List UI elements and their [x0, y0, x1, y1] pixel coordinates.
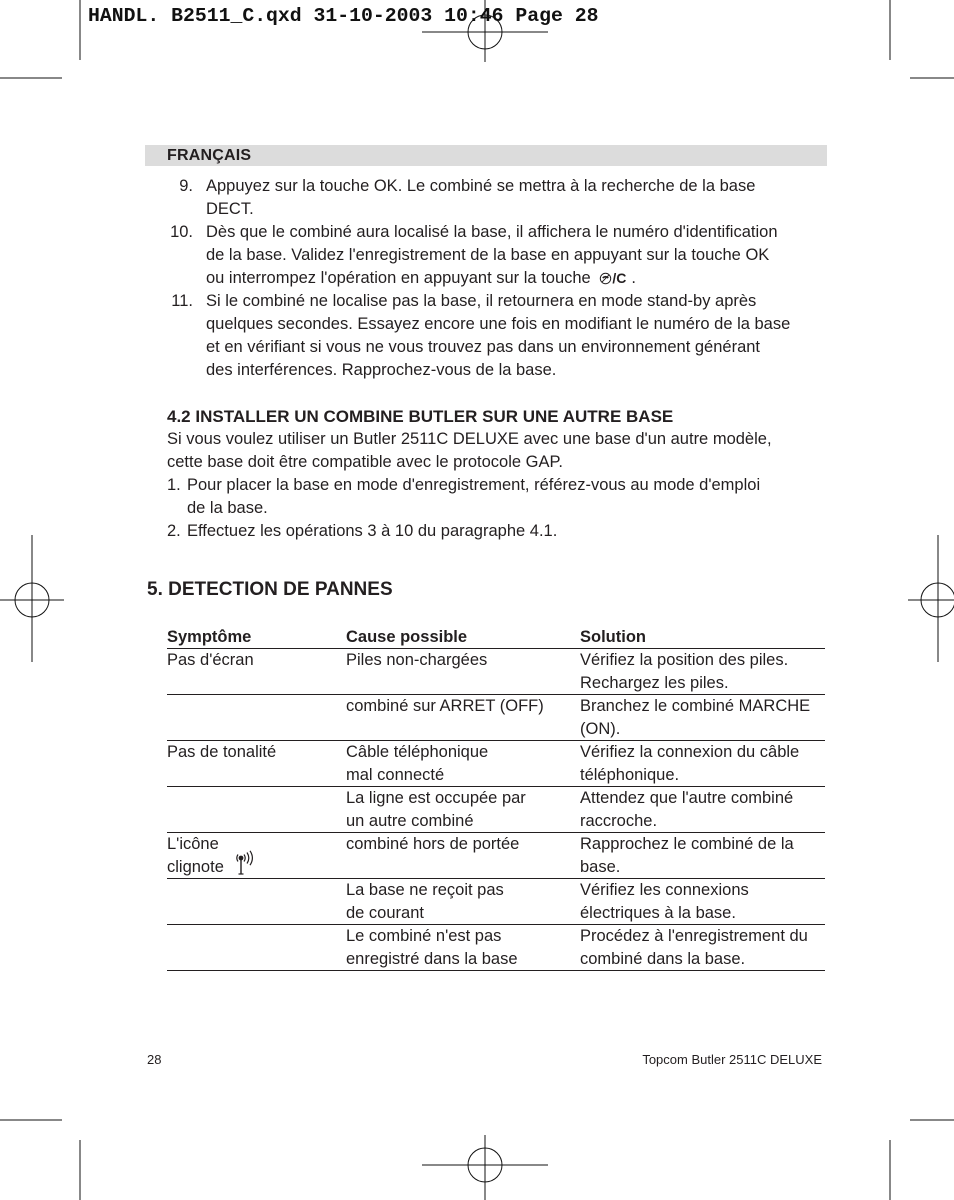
antenna-signal-icon	[234, 850, 256, 876]
step-11	[167, 290, 827, 382]
table-row	[167, 833, 825, 879]
section-4-2	[167, 405, 827, 543]
cell-line: Vérifiez les connexions	[580, 881, 749, 899]
cell-line: combiné dans la base.	[580, 949, 746, 968]
cell-line: Pas de tonalité	[167, 743, 277, 761]
solution-cell	[580, 879, 825, 924]
crop-mark-bottom-right	[890, 1120, 954, 1200]
solution-cell	[580, 695, 825, 740]
item-line: Pour placer la base en mode d'enregistrement, référez-vous au mode d'emploi	[187, 476, 761, 494]
symptom-cell	[167, 879, 346, 924]
crop-mark-bottom-left	[0, 1120, 80, 1200]
step-line: quelques secondes. Essayez encore une fois en modifiant le numéro de la base	[206, 315, 791, 333]
item-line: de la base.	[187, 499, 268, 517]
list-item	[167, 474, 827, 520]
step-number: 10.	[170, 223, 193, 241]
item-number: 1.	[167, 476, 181, 494]
table-row	[167, 695, 825, 741]
step-line: des interférences. Rapprochez-vous de la base.	[206, 361, 557, 379]
step-number: 9.	[179, 177, 193, 195]
troubleshooting-table	[167, 625, 825, 971]
step-line: DECT.	[206, 200, 254, 218]
registration-mark-bottom	[422, 1135, 548, 1200]
cell-line: combiné hors de portée	[346, 835, 520, 853]
cell-line: raccroche.	[580, 811, 658, 830]
product-name: Topcom Butler 2511C DELUXE	[642, 1052, 822, 1067]
crop-mark-top-right	[890, 0, 954, 78]
cause-cell	[346, 879, 580, 924]
cause-cell	[346, 925, 580, 970]
solution-cell	[580, 649, 825, 694]
table-row	[167, 741, 825, 787]
cell-line: téléphonique.	[580, 765, 680, 784]
cause-cell	[346, 649, 580, 694]
table-row	[167, 787, 825, 833]
step-line: Dès que le combiné aura localisé la base, il affichera le numéro d'identification	[206, 223, 778, 241]
section-heading: 4.2 INSTALLER UN COMBINE BUTLER SUR UNE AUTRE BASE	[167, 407, 674, 426]
cell-line: combiné sur ARRET (OFF)	[346, 697, 544, 715]
table-row	[167, 925, 825, 971]
symptom-cell	[167, 833, 346, 878]
cell-line: électriques à la base.	[580, 903, 736, 922]
cause-cell	[346, 787, 580, 832]
registration-mark-left	[0, 535, 64, 662]
step-line: de la base. Validez l'enregistrement de la base en appuyant sur la touche OK	[206, 246, 770, 264]
cell-line: Le combiné n'est pas	[346, 927, 502, 945]
intro-line: Si vous voulez utiliser un Butler 2511C DELUXE avec une base d'un autre modèle,	[167, 430, 772, 448]
step-10	[167, 221, 827, 290]
cell-line: Câble téléphonique	[346, 743, 489, 761]
column-header-cause: Cause possible	[346, 628, 468, 646]
cell-line: un autre combiné	[346, 811, 474, 830]
intro-line: cette base doit être compatible avec le protocole GAP.	[167, 453, 563, 471]
cell-line: (ON).	[580, 719, 621, 738]
solution-cell	[580, 787, 825, 832]
cell-line: Rechargez les piles.	[580, 673, 729, 692]
cell-line: Pas d'écran	[167, 651, 254, 669]
cell-line: base.	[580, 857, 621, 876]
cell-line: L'icône	[167, 835, 219, 853]
symptom-cell	[167, 925, 346, 970]
table-row	[167, 879, 825, 925]
section-5-heading: 5. DETECTION DE PANNES	[147, 579, 393, 600]
solution-cell	[580, 925, 825, 970]
cause-cell	[346, 741, 580, 786]
sentence-end: .	[631, 269, 636, 287]
cell-line: Procédez à l'enregistrement du	[580, 927, 808, 945]
step-line: Si le combiné ne localise pas la base, il retournera en mode stand-by après	[206, 292, 757, 310]
key-label: /C	[612, 270, 627, 286]
step-9	[167, 175, 827, 221]
cell-line: de courant	[346, 903, 424, 922]
cell-line: La base ne reçoit pas	[346, 881, 504, 899]
table-row	[167, 649, 825, 695]
solution-cell	[580, 741, 825, 786]
list-item	[167, 520, 827, 543]
cell-line: enregistré dans la base	[346, 949, 518, 968]
page-number: 28	[147, 1052, 162, 1067]
language-band	[145, 145, 827, 166]
cause-cell	[346, 695, 580, 740]
cell-line: Piles non-chargées	[346, 651, 488, 669]
step-number: 11.	[171, 292, 193, 310]
cell-line: Vérifiez la position des piles.	[580, 651, 789, 669]
step-line-with-key	[206, 267, 778, 290]
cause-cell	[346, 833, 580, 878]
cell-line: Attendez que l'autre combiné	[580, 789, 794, 807]
steps-list	[167, 175, 827, 382]
crop-mark-top-left	[0, 0, 80, 78]
solution-cell	[580, 833, 825, 878]
cell-line: Branchez le combiné MARCHE	[580, 697, 811, 715]
step-line: ou interrompez l'opération en appuyant sur la touche	[206, 269, 591, 287]
cell-line: Rapprochez le combiné de la	[580, 835, 794, 853]
step-line: et en vérifiant si vous ne vous trouvez pas dans un environnement générant	[206, 338, 761, 356]
cell-line-with-icon	[167, 856, 346, 879]
language-label: FRANÇAIS	[167, 147, 252, 164]
hangup-key-icon	[599, 272, 612, 285]
symptom-cell	[167, 787, 346, 832]
step-line: Appuyez sur la touche OK. Le combiné se mettra à la recherche de la base	[206, 177, 756, 195]
cell-line: clignote	[167, 857, 224, 876]
symptom-cell	[167, 649, 346, 694]
column-header-symptom: Symptôme	[167, 628, 252, 646]
cell-line: La ligne est occupée par	[346, 789, 526, 807]
cell-line: mal connecté	[346, 765, 445, 784]
print-slug: HANDL. B2511_C.qxd 31-10-2003 10:46 Page 28	[88, 5, 599, 27]
item-number: 2.	[167, 522, 181, 540]
registration-mark-right	[908, 535, 954, 662]
item-line: Effectuez les opérations 3 à 10 du paragraphe 4.1.	[187, 522, 558, 540]
table-header-row	[167, 625, 825, 649]
symptom-cell	[167, 741, 346, 786]
symptom-cell	[167, 695, 346, 740]
cell-line: Vérifiez la connexion du câble	[580, 743, 800, 761]
column-header-solution: Solution	[580, 628, 646, 646]
